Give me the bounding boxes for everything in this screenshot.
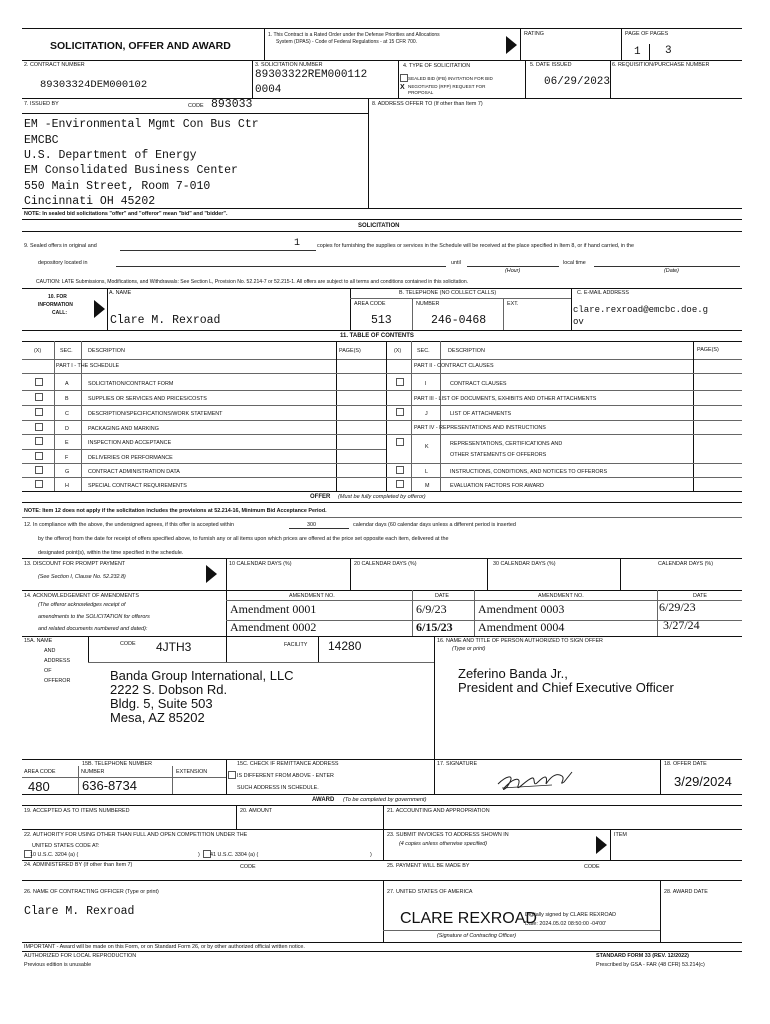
phone-area-code: 480 [28,779,50,794]
item12-text-b: calendar days (60 calendar days unless a different period is inserted [353,522,516,528]
submit-invoices-item-label: ITEM [614,832,627,838]
usa-label: 27. UNITED STATES OF AMERICA [387,889,473,895]
submit-invoices-label: 23. SUBMIT INVOICES TO ADDRESS SHOWN IN [387,832,509,838]
digital-signature-line-1: Digitally signed by CLARE REXROAD [525,912,617,918]
issued-by-line-6: Cincinnati OH 45202 [24,195,156,208]
page-label: PAGE OF PAGES [625,31,669,37]
offeror-address-line-2: 2222 S. Dobson Rd. [110,682,228,697]
amendment-2-date: 6/15/23 [416,620,453,634]
remit-line-3: SUCH ADDRESS IN SCHEDULE. [237,785,319,791]
rating-label: RATING [524,31,544,37]
authorized-note: AUTHORIZED FOR LOCAL REPRODUCTION [24,953,137,959]
info-email-label: C. E-MAIL ADDRESS [577,290,629,296]
toc-sec-f: F [65,455,69,461]
info-phone-label: B. TELEPHONE (NO COLLECT CALLS) [399,290,497,296]
toc-col-pages-right: PAGE(S) [697,347,719,353]
phone-extension-label: EXTENSION [176,769,208,775]
contracting-officer-label: 26. NAME OF CONTRACTING OFFICER (Type or print) [24,889,159,895]
solicitation-heading: SOLICITATION [358,223,400,229]
toc-col-sec: SEC. [60,348,73,354]
info-name-label: A. NAME [109,290,132,296]
rated-order-line2: System (DPAS) - Code of Federal Regulations - at 15 CFR 700. [276,39,418,45]
info-call-label-2: INFORMATION [38,302,73,308]
date-caption: (Date) [664,268,679,274]
arrow-icon [94,300,105,318]
item9-text-start: 9. Sealed offers in original and [24,243,97,249]
toc-desc-f: DELIVERIES OR PERFORMANCE [88,455,173,461]
toc-part1: PART I - THE SCHEDULE [56,363,120,369]
amend-no-label-right: AMENDMENT NO. [538,593,584,599]
offeror-facility-label: FACILITY [284,642,308,648]
offeror-signature [492,766,582,796]
page-value: 1 [634,46,641,58]
submit-invoices-note: (4 copies unless otherwise specified) [399,841,488,847]
toc-col-x: (X) [34,348,42,354]
discount-30-days: 30 CALENDAR DAYS (%) [493,561,556,567]
signer-label: 16. NAME AND TITLE OF PERSON AUTHORIZED TO SIGN OFFER [437,638,603,644]
info-number-label: NUMBER [416,301,440,307]
solicitation-number-suffix: 0004 [255,84,282,96]
toc-sec-m: M [425,483,430,489]
toc-col-pages: PAGE(S) [339,348,361,354]
solicitation-type-label: 4. TYPE OF SOLICITATION [403,63,471,69]
toc-desc-d: PACKAGING AND MARKING [88,426,159,432]
info-call-label-1: 10. FOR [48,294,67,300]
remit-line-1: 15C. CHECK IF REMITTANCE ADDRESS [237,761,339,767]
toc-sec-k: K [425,444,429,450]
toc-heading: 11. TABLE OF CONTENTS [340,333,414,339]
issued-by-code-label: CODE [188,103,204,109]
address-offer-label: 8. ADDRESS OFFER TO (If other than Item 7) [372,101,483,107]
offeror-name-label-c: ADDRESS [44,658,71,664]
signature-caption: (Signature of Contracting Officer) [437,933,517,939]
toc-sec-c: C [65,411,69,417]
offeror-name-label-d: OF [44,668,52,674]
discount-label: 13. DISCOUNT FOR PROMPT PAYMENT [24,561,126,567]
offeror-address-line-1: Banda Group International, LLC [110,668,294,683]
discount-note: (See Section I, Clause No. 52.232.8) [38,574,126,580]
discount-calendar-days: CALENDAR DAYS (%) [658,561,714,567]
phone-label: 15B. TELEPHONE NUMBER [82,761,152,767]
toc-checkbox-i[interactable] [396,378,404,386]
offeror-name-label-b: AND [44,648,56,654]
info-name: Clare M. Rexroad [110,314,221,327]
accounting-label: 21. ACCOUNTING AND APPROPRIATION [387,808,490,814]
offer-date-label: 18. OFFER DATE [664,761,707,767]
toc-sec-d: D [65,426,69,432]
offer-heading: OFFER [310,494,331,500]
toc-desc-h: SPECIAL CONTRACT REQUIREMENTS [88,483,187,489]
issued-by-code: 893033 [211,98,253,111]
item12-text-a: 12. In compliance with the above, the undersigned agrees, if this offer is accepted within [24,522,234,528]
toc-checkbox-j[interactable] [396,408,404,416]
offeror-address-line-3: Bldg. 5, Suite 503 [110,696,213,711]
amendment-1-no: Amendment 0001 [230,602,317,616]
prescribed-by: Prescribed by GSA - FAR (48 CFR) 53.214(c) [596,962,705,968]
item9-text-end: copies for furnishing the supplies or services in the Schedule will be received at the place specified in Item 8, or if hand carried, in the [317,243,635,249]
toc-checkbox-g[interactable] [35,466,43,474]
offeror-code-label: CODE [120,641,136,647]
info-number: 246-0468 [431,314,487,327]
amendment-4-date: 3/27/24 [663,618,700,632]
negotiated-mark: X [400,84,405,91]
date-issued-label: 5. DATE ISSUED [530,62,572,68]
contract-number-label: 2. CONTRACT NUMBER [24,62,85,68]
item9-copies: 1 [294,238,301,249]
toc-col-x-right: (X) [394,348,402,354]
award-heading-note: (To be completed by government) [343,797,427,803]
offer-date: 3/29/2024 [674,774,732,789]
amendment-2-no: Amendment 0002 [230,620,317,634]
phone-area-code-label: AREA CODE [24,769,56,775]
rated-order-line1: 1. This Contract is a Rated Order under the Defense Priorities and Allocations [268,32,440,38]
sealed-bid-label: SEALED BID (IFB) INVITATION FOR BID [408,76,493,81]
important-note: IMPORTANT - Award will be made on this Form, or on Standard Form 26, or by other authorized official written notice. [24,944,305,950]
offeror-address-line-4: Mesa, AZ 85202 [110,710,205,725]
signer-name: Zeferino Banda Jr., [458,666,568,681]
toc-desc-b: SUPPLIES OR SERVICES AND PRICES/COSTS [88,396,207,402]
signer-title: President and Chief Executive Officer [458,680,674,695]
date-issued: 06/29/2023 [544,76,611,88]
toc-checkbox-c[interactable] [35,408,43,416]
toc-sec-i: I [425,381,427,387]
negotiated-label-1: NEGOTIATED (RFP) REQUEST FOR [408,84,486,89]
issued-by-line-5: 550 Main Street, Room 7-010 [24,180,211,193]
requisition-label: 6. REQUISITION/PURCHASE NUMBER [612,62,710,68]
offeror-name-label-a: 15A. NAME [24,638,53,644]
toc-sec-j: J [425,411,428,417]
payment-label: 25. PAYMENT WILL BE MADE BY [387,863,470,869]
toc-checkbox-b[interactable] [35,393,43,401]
local-time-label: local time [563,260,586,266]
toc-part4: PART IV - REPRESENTATIONS AND INSTRUCTIONS [414,425,546,431]
ack-note-2: amendments to the SOLICITATION for offerors [38,614,150,620]
issued-by-line-3: U.S. Department of Energy [24,149,197,162]
discount-10-days: 10 CALENDAR DAYS (%) [229,561,292,567]
toc-desc-i: CONTRACT CLAUSES [450,381,507,387]
contract-number: 89303324DEM000102 [40,79,148,91]
usc-10-label: 10 U.S.C. 3204 (a) ( [30,852,79,858]
arrow-icon [596,836,607,854]
issued-by-line-4: EM Consolidated Business Center [24,164,238,177]
arrow-icon [206,565,217,583]
toc-desc-m: EVALUATION FACTORS FOR AWARD [450,483,544,489]
signature-label: 17. SIGNATURE [437,761,478,767]
pages-value: 3 [665,45,672,57]
authority-label: 22. AUTHORITY FOR USING OTHER THAN FULL AND OPEN COMPETITION UNDER THE [24,832,248,838]
toc-part2: PART II - CONTRACT CLAUSES [414,363,494,369]
digital-signature-line-2: Date: 2024.05.02 08:50:00 -04'00' [525,921,607,927]
issued-by-line-1: EM -Environmental Mgmt Con Bus Ctr [24,118,259,131]
item12-note: NOTE: Item 12 does not apply if the solicitation includes the provisions at 52.214-16, Minimum Bid Acceptance Period. [24,508,327,514]
toc-col-sec-right: SEC. [417,348,430,354]
toc-sec-g: G [65,469,70,475]
amendment-1-date: 6/9/23 [416,602,447,616]
award-heading: AWARD [312,797,335,803]
offeror-facility: 14280 [328,639,362,653]
toc-desc-e: INSPECTION AND ACCEPTANCE [88,440,172,446]
toc-sec-l: L [425,469,428,475]
issued-by-line-2: EMCBC [24,134,59,147]
toc-checkbox-l[interactable] [396,466,404,474]
info-area-code-label: AREA CODE [354,301,386,307]
toc-desc-g: CONTRACT ADMINISTRATION DATA [88,469,180,475]
contracting-officer-signature: CLARE REXROAD [400,910,537,927]
solicitation-number: 89303322REM000112 [255,69,368,81]
sealed-bid-note: NOTE: In sealed bid solicitations "offer" and "offeror" mean "bid" and "bidder". [24,211,228,217]
amendment-3-date: 6/29/23 [659,600,696,614]
ack-note-3: and related documents numbered and dated): [38,626,148,632]
form-title: SOLICITATION, OFFER AND AWARD [50,40,231,52]
offeror-name-label-e: OFFEROR [44,678,71,684]
amend-date-label-right: DATE [693,593,707,599]
amendment-3-no: Amendment 0003 [478,602,565,616]
amount-label: 20. AMOUNT [240,808,273,814]
toc-desc-j: LIST OF ATTACHMENTS [450,411,512,417]
signer-note: (Type or print) [452,646,486,652]
toc-part3: PART III - LIST OF DOCUMENTS, EXHIBITS AND OTHER ATTACHMENTS [414,396,597,402]
toc-checkbox-a[interactable] [35,378,43,386]
administered-by-label: 24. ADMINISTERED BY (If other than Item 7) [24,862,133,868]
toc-checkbox-h[interactable] [35,480,43,488]
item12-line3: designated point(s), within the time specified in the schedule. [38,550,184,556]
toc-sec-a: A [65,381,69,387]
administered-code-label: CODE [240,864,256,870]
usc-41-paren: ) [370,852,372,858]
payment-code-label: CODE [584,864,600,870]
toc-checkbox-f[interactable] [35,452,43,460]
toc-col-desc: DESCRIPTION [88,348,125,354]
depository-label: depository located in [38,260,88,266]
accepted-items-label: 19. ACCEPTED AS TO ITEMS NUMBERED [24,808,130,814]
caution-note: CAUTION: LATE Submissions, Modifications, and Withdrawals: See Section L, Provision No. 52.214-7 or 52.215-1. All offers are subject to all terms and conditions contained in this solicitation. [36,279,469,285]
amend-date-label: DATE [435,593,449,599]
phone-number-label: NUMBER [81,769,105,775]
amendment-4-no: Amendment 0004 [478,620,565,634]
toc-checkbox-m[interactable] [396,480,404,488]
phone-number: 636-8734 [82,778,137,793]
ack-note-1: (The offeror acknowledges receipt of [38,602,126,608]
info-call-label-3: CALL: [52,310,67,316]
hour-caption: (Hour) [505,268,521,274]
usc-10-paren: ) [198,852,200,858]
toc-col-desc-right: DESCRIPTION [448,348,485,354]
amend-no-label: AMENDMENT NO. [289,593,335,599]
form-number: STANDARD FORM 33 (REV. 12/2022) [596,953,689,959]
sealed-bid-checkbox[interactable] [400,74,408,82]
remit-checkbox[interactable] [228,771,236,779]
toc-sec-b: B [65,396,69,402]
usc-41-label: 41 U.S.C. 3304 (a) ( [210,852,259,858]
contracting-officer-name: Clare M. Rexroad [24,905,135,918]
info-ext-label: EXT. [507,301,519,307]
item12-line2: by the offeror) from the date for receipt of offers specified above, to furnish any or all items upon which prices are offered at the price set opposite each item, delivered at the [38,536,449,542]
offer-heading-note: (Must be fully completed by offeror) [338,494,426,500]
info-area-code: 513 [371,314,392,327]
award-date-label: 28. AWARD DATE [664,889,708,895]
solicitation-number-label: 3. SOLICITATION NUMBER [255,62,323,68]
toc-desc-k-1: REPRESENTATIONS, CERTIFICATIONS AND [450,441,563,447]
toc-checkbox-k[interactable] [396,438,404,446]
toc-desc-c: DESCRIPTION/SPECIFICATIONS/WORK STATEMENT [88,411,223,417]
discount-20-days: 20 CALENDAR DAYS (%) [354,561,417,567]
negotiated-label-2: PROPOSAL [408,90,434,95]
toc-checkbox-d[interactable] [35,423,43,431]
remit-line-2: IS DIFFERENT FROM ABOVE - ENTER [237,773,334,779]
until-label: until [451,260,461,266]
arrow-icon [506,36,517,54]
info-email-line2: ov [573,317,584,327]
ack-label: 14. ACKNOWLEDGEMENT OF AMENDMENTS [24,593,139,599]
info-email-line1: clare.rexroad@emcbc.doe.g [573,305,709,315]
issued-by-label: 7. ISSUED BY [24,101,59,107]
previous-edition-note: Previous edition is unusable [24,962,92,968]
toc-desc-a: SOLICITATION/CONTRACT FORM [88,381,174,387]
toc-desc-k-2: OTHER STATEMENTS OF OFFERORS [450,452,547,458]
toc-desc-l: INSTRUCTIONS, CONDITIONS, AND NOTICES TO OFFERORS [450,469,608,475]
offeror-code: 4JTH3 [156,640,192,654]
toc-checkbox-e[interactable] [35,437,43,445]
authority-code-label: UNITED STATES CODE AT: [32,843,100,849]
item12-days: 300 [307,522,316,528]
toc-sec-e: E [65,440,69,446]
toc-sec-h: H [65,483,69,489]
